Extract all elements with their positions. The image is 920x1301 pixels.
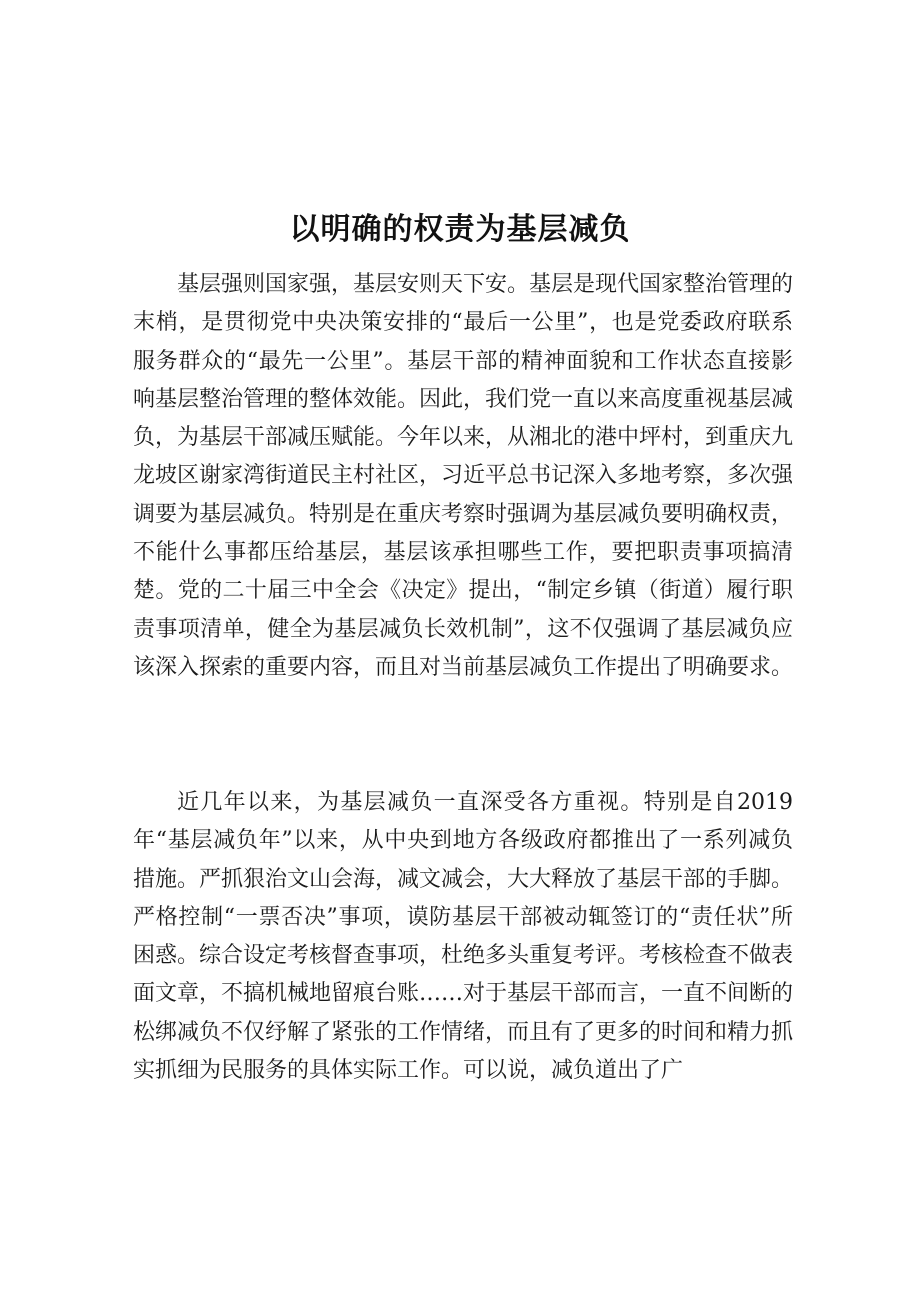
body-paragraph-2: 近几年以来，为基层减负一直深受各方重视。特别是自2019年“基层减负年”以来，从中央到地方各级政府都推出了一系列减负措施。严抓狠治文山会海，减文减会，大大释放了基层干部的手脚。严格控制“一票否决”事项，谟防基层干部被动辄签订的“责任状”所困惑。综合设定考核督查事项，杜绝多头重复考评。考核检查不做表面文章，不搞机械地留痕台账……对于基层干部而言，一直不间断的松绑减负不仅纾解了紧张的工作情绪，而且有了更多的时间和精力抓实抓细为民服务的具体实际工作。可以说，减负道出了广: [133, 790, 794, 1084]
body-paragraph-1: 基层强则国家强，基层安则天下安。基层是现代国家整治管理的末梢，是贯彻党中央决策安排的“最后一公里”，也是党委政府联系服务群众的“最先一公里”。基层干部的精神面貌和工作状态直接影响基层整治管理的整体效能。因此，我们党一直以来高度重视基层减负，为基层干部减压赋能。今年以来，从湘北的港中坪村，到重庆九龙坡区谢家湾街道民主村社区，习近平总书记深入多地考察，多次强调要为基层减负。特别是在重庆考察时强调为基层减负要明确权责，不能什么事都压给基层，基层该承担哪些工作，要把职责事项搞清楚。党的二十届三中全会《决定》提出，“制定乡镇（街道）履行职责事项清单，健全为基层减负长效机制”，这不仅强调了基层减负应该深入探索的重要内容，而且对当前基层减负工作提出了明确要求。: [133, 272, 794, 680]
document-title: 以明确的权责为基层减负: [289, 212, 631, 247]
